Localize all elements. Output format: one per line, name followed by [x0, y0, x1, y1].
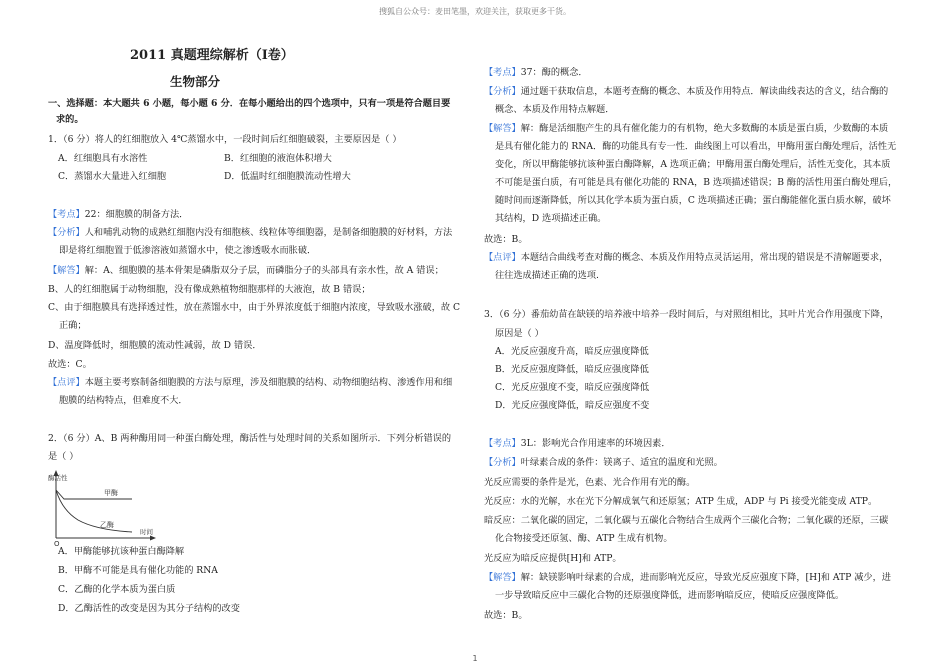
q1-answer: 故选：C。: [48, 359, 92, 370]
q3-kaodian: [484, 438, 671, 450]
q1-dianping-cont: 胞膜的结构特点，但难度不大．: [59, 395, 188, 406]
jieda-tag: 【解答】: [48, 265, 85, 276]
q2-answer: 故选：B。: [484, 234, 528, 245]
jieda-tag: 【解答】: [484, 572, 521, 583]
q2-option-b: B．甲酶不可能是具有催化功能的 RNA: [58, 565, 218, 576]
section-subtitle: 生物部分: [170, 74, 221, 89]
q3-kaodian-text: 3L：影响光合作用速率的环境因素．: [520, 438, 671, 449]
q2-option-d: D．乙酶活性的改变是因为其分子结构的改变: [58, 603, 240, 614]
section-heading: 一、选择题：本大题共 6 小题，每小题 6 分．在每小题给出的四个选项中，只有一项是符合题目要: [48, 98, 451, 109]
q1-jieda-c: C、由于细胞膜具有选择透过性，放在蒸馏水中，由于外界浓度低于细胞内浓度，导致吸水涨破，故 C: [48, 302, 461, 313]
graph-x-arrow: [150, 536, 156, 541]
curve-jia: [56, 490, 132, 499]
q2-dianping-text: 本题结合曲线考查对酶的概念、本质及作用特点灵活运用，常出现的错误是不清解题要求，: [520, 252, 889, 263]
q1-option-a: A．红细胞具有水溶性: [58, 153, 148, 164]
q2-kaodian-text: 37：酶的概念．: [520, 67, 588, 78]
q1-option-c: C．蒸馏水大量进入红细胞: [58, 171, 167, 182]
graph-origin-label: O: [54, 540, 60, 546]
q2-stem-cont: 是（ ）: [48, 451, 79, 462]
dianping-tag: 【点评】: [484, 252, 521, 263]
q1-stem: 1．（6 分）将人的红细胞放入 4℃蒸馏水中，一段时间后红细胞破裂，主要原因是（ ）: [48, 134, 402, 145]
enzyme-activity-graph: [48, 468, 160, 546]
q2-jieda-line3: 变化，所以甲酶能够抗该种蛋白酶降解，A 选项正确；甲酶用蛋白酶处理后，活性无变化，其本质: [495, 159, 891, 170]
fenxi-tag: 【分析】: [48, 227, 85, 238]
q2-stem: 2．（6 分）A、B 两种酶用同一种蛋白酶处理，酶活性与处理时间的关系如图所示．下列分析错误的: [48, 433, 452, 444]
q3-jieda: [484, 572, 891, 584]
q3-stem-cont: 原因是（ ）: [495, 328, 544, 339]
jieda-tag: 【解答】: [484, 123, 521, 134]
q2-jieda-line4: 不可能是蛋白质，有可能是具有催化功能的 RNA，B 选项描述错误；B 酶的活性用蛋白酶处理后，: [495, 177, 898, 188]
q3-fenxi: [484, 457, 723, 469]
q1-dianping: [48, 377, 452, 389]
q3-line-e: 光反应为暗反应提供[H]和 ATP。: [484, 553, 622, 564]
q1-jieda-text: 解：A、细胞膜的基本骨架是磷脂双分子层，而磷脂分子的头部具有亲水性，故 A 错误；: [84, 265, 444, 276]
q3-option-a: A．光反应强度升高，暗反应强度降低: [495, 346, 649, 357]
q1-fenxi-text: 人和哺乳动物的成熟红细胞内没有细胞核、线粒体等细胞器，是制备细胞膜的好材料，方法: [84, 227, 453, 238]
dianping-tag: 【点评】: [48, 377, 85, 388]
q1-kaodian-text: 22：细胞膜的制备方法．: [84, 209, 189, 220]
q2-jieda-line5: 随时间而逐渐降低，所以其化学本质为蛋白质，C 选项描述正确；蛋白酶能催化蛋白质水解，破坏: [495, 195, 891, 206]
q3-option-d: D．光反应强度降低，暗反应强度不变: [495, 400, 650, 411]
graph-y-label: 酶活性: [48, 474, 68, 482]
q1-jieda-c-cont: 正确；: [59, 320, 87, 331]
q3-option-c: C．光反应强度不变，暗反应强度降低: [495, 382, 650, 393]
q2-jieda-text: 解：酶是活细胞产生的具有催化能力的有机物，绝大多数酶的本质是蛋白质，少数酶的本质: [520, 123, 889, 134]
kaodian-tag: 【考点】: [484, 438, 521, 449]
kaodian-tag: 【考点】: [484, 67, 521, 78]
q1-option-b: B．红细胞的液泡体积增大: [224, 153, 332, 164]
curve-jia-label: 甲酶: [104, 489, 118, 497]
q3-line-d: 化合物接受还原氢、酶、ATP 生成有机物。: [495, 533, 673, 544]
q1-fenxi-cont: 即是将红细胞置于低渗溶液如蒸馏水中，使之渗透吸水而胀破．: [59, 245, 317, 256]
q2-jieda-line2: 是具有催化能力的 RNA．酶的功能具有专一性．曲线图上可以看出，甲酶用蛋白酶处理后，活性无: [495, 141, 897, 152]
q1-fenxi: [48, 227, 452, 239]
q3-jieda-cont: 一步导致暗反应中三碳化合物的还原强度降低，进而影响暗反应，使暗反应强度降低。: [495, 590, 845, 601]
page-title: 2011 真题理综解析（Ⅰ卷）: [130, 48, 294, 63]
curve-yi-label: 乙酶: [100, 521, 114, 529]
q3-fenxi-text: 叶绿素合成的条件：镁离子、适宜的温度和光照。: [520, 457, 723, 468]
q2-fenxi-text: 通过题干获取信息，本题考查酶的概念、本质及作用特点．解读曲线表达的含义，结合酶的: [520, 86, 889, 97]
q3-option-b: B．光反应强度降低，暗反应强度降低: [495, 364, 649, 375]
q1-kaodian: [48, 209, 188, 221]
q1-jieda-b: B、人的红细胞属于动物细胞，没有像成熟植物细胞那样的大液泡，故 B 错误；: [48, 284, 371, 295]
q3-stem: 3．（6 分）番茄幼苗在缺镁的培养液中培养一段时间后，与对照组相比，其叶片光合作用强度下降，: [484, 309, 890, 320]
fenxi-tag: 【分析】: [484, 86, 521, 97]
section-heading-cont: 求的。: [56, 114, 84, 125]
q1-dianping-text: 本题主要考察制备细胞膜的方法与原理，涉及细胞膜的结构、动物细胞结构、渗透作用和细: [84, 377, 453, 388]
q2-dianping: [484, 252, 888, 264]
curve-yi: [56, 490, 132, 532]
q2-jieda-line6: 其结构，D 选项描述正确。: [495, 213, 607, 224]
q2-kaodian: [484, 67, 588, 79]
q2-option-c: C．乙酶的化学本质为蛋白质: [58, 584, 176, 595]
q3-line-a: 光反应需要的条件是光，色素、光合作用有光的酶。: [484, 477, 696, 488]
q2-fenxi-cont: 概念、本质及作用特点解题．: [495, 104, 615, 115]
q2-fenxi: [484, 86, 888, 98]
graph-x-label: 时间: [140, 528, 153, 536]
q2-option-a: A．甲酶能够抗该种蛋白酶降解: [58, 546, 185, 557]
header-note: 搜狐自公众号：麦田笔墨，欢迎关注，获取更多干货。: [379, 7, 571, 16]
q3-line-c: 暗反应：二氧化碳的固定，二氧化碳与五碳化合物结合生成两个三碳化合物；二氧化碳的还原，三碳: [484, 515, 889, 526]
q1-jieda-d: D、温度降低时，细胞膜的流动性减弱，故 D 错误．: [48, 340, 262, 351]
q2-jieda: [484, 123, 888, 135]
q1-jieda: [48, 265, 444, 277]
q3-answer: 故选：B。: [484, 610, 528, 621]
kaodian-tag: 【考点】: [48, 209, 85, 220]
fenxi-tag: 【分析】: [484, 457, 521, 468]
q3-jieda-text: 解：缺镁影响叶绿素的合成，进而影响光反应，导致光反应强度下降，[H]和 ATP 减少，进: [520, 572, 891, 583]
page-number: 1: [472, 654, 478, 663]
q2-dianping-cont: 往往选成描述正确的选项.: [495, 270, 599, 281]
q1-option-d: D．低温时红细胞膜流动性增大: [224, 171, 351, 182]
q3-line-b: 光反应：水的光解，水在光下分解成氧气和还原氢；ATP 生成，ADP 与 Pi 接受光能变成 ATP。: [484, 496, 878, 507]
